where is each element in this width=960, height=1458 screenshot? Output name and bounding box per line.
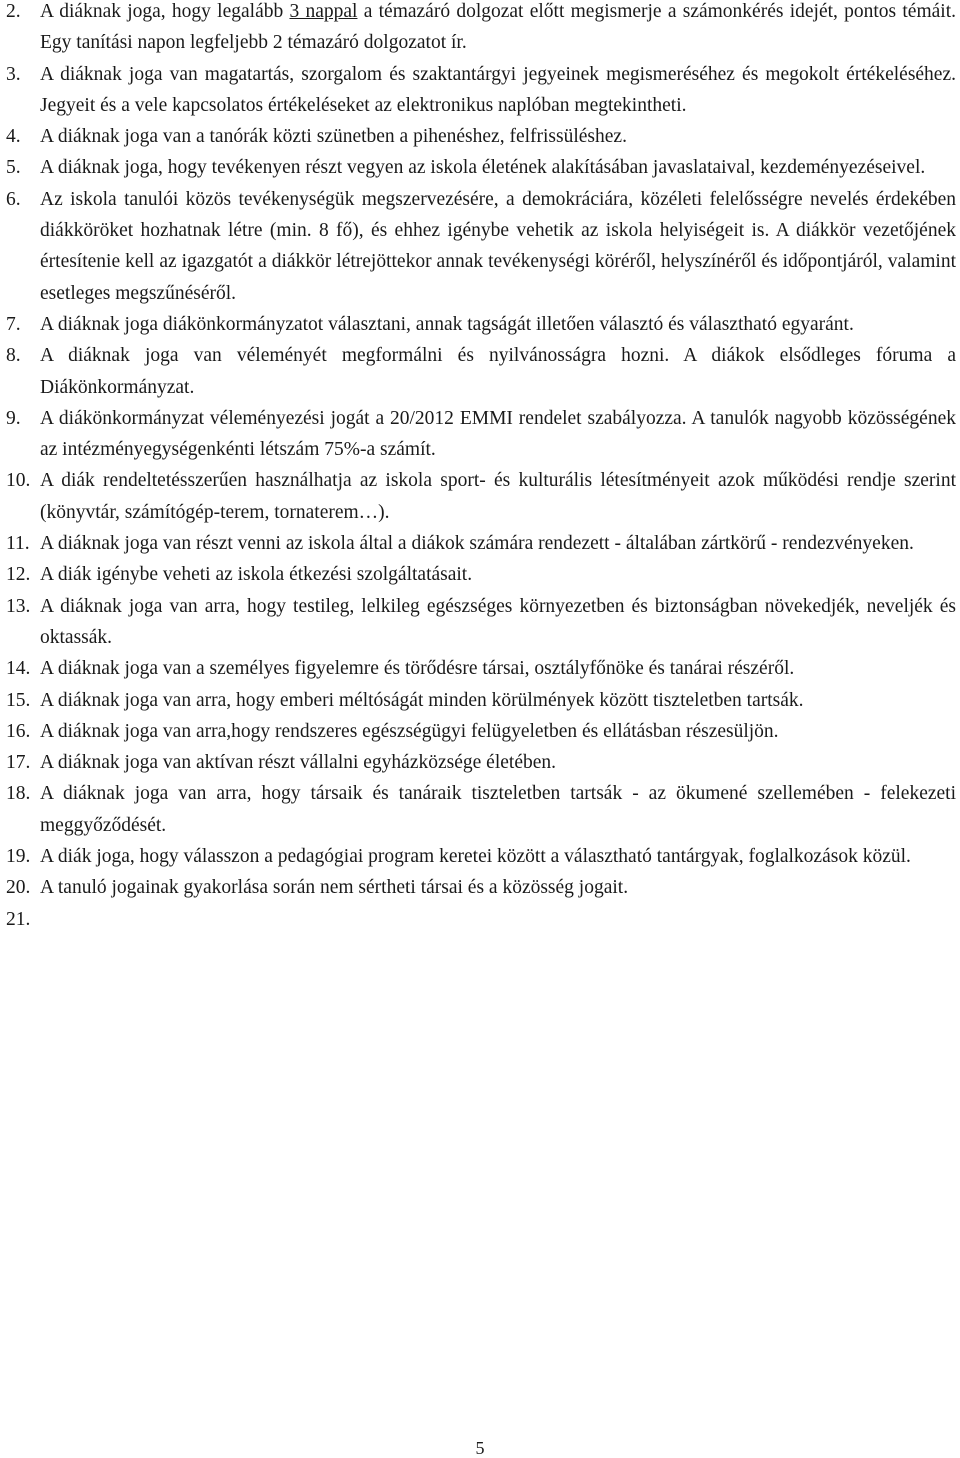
list-item (6, 340, 956, 403)
list-item (6, 653, 956, 684)
item-text: A diáknak joga van arra, hogy testileg, lelkileg egészséges környezetben és biztonságban növekedjék, neveljék és oktassák. (40, 595, 956, 648)
list-item (6, 716, 956, 747)
list-item (6, 121, 956, 152)
item-text: A diáknak joga van arra,hogy rendszeres egészségügyi felügyeletben és ellátásban részesüljön. (40, 720, 779, 742)
item-number: 21. (6, 908, 31, 930)
item-text: A tanuló jogainak gyakorlása során nem sértheti társai és a közösség jogait. (40, 877, 629, 899)
item-number: 18. (6, 783, 31, 805)
list-item (6, 872, 956, 903)
item-text: A diák rendeltetésszerűen használhatja az iskola sport- és kulturális létesítményeit azok működési rendje szerint (könyvtár, számítógép-terem, tornaterem…). (40, 470, 956, 523)
item-number: 7. (6, 313, 21, 335)
list-item (6, 184, 956, 309)
list-item (6, 0, 956, 59)
list-item (6, 465, 956, 528)
item-number: 11. (6, 533, 30, 555)
item-text: A diáknak joga van magatartás, szorgalom és szaktantárgyi jegyeinek megismeréséhez és megokolt értékeléséhez. Jegyeit és a vele kapcsolatos értékeléseket az elektronikus naplóban megtekintheti. (40, 63, 956, 116)
item-number: 16. (6, 720, 31, 742)
item-number: 15. (6, 689, 31, 711)
item-text: A diáknak joga van a tanórák közti szünetben a pihenéshez, felfrissüléshez. (40, 126, 627, 148)
item-number: 6. (6, 188, 21, 210)
item-text (40, 904, 956, 935)
item-number: 2. (6, 1, 21, 22)
item-number: 13. (6, 595, 31, 617)
list-item (6, 591, 956, 654)
page-number: 5 (475, 1438, 485, 1458)
item-number: 4. (6, 126, 21, 148)
item-text: A diáknak joga van arra, hogy társaik és tanáraik tiszteletben tartsák - az ökumené szellemében - felekezeti meggyőződését. (40, 783, 956, 836)
item-text: A diáknak joga, hogy legalább 3 nappal a témazáró dolgozat előtt megismerje a számonkérés idejét, pontos témáit. Egy tanítási napon legfeljebb 2 témazáró dolgozatot ír. (40, 1, 956, 54)
list-item (6, 528, 956, 559)
item-text: A diák igénybe veheti az iskola étkezési szolgáltatásait. (40, 564, 473, 586)
item-text: A diáknak joga diákönkormányzatot választani, annak tagságát illetően választó és választható egyaránt. (40, 313, 854, 335)
item-text: Az iskola tanulói közös tevékenységük megszervezésére, a demokráciára, közéleti felelősségre nevelés érdekében diákköröket hozhatnak létre (min. 8 fő), és ehhez igénybe vehetik az iskola helyiségeit is. A diákkör vezetőjének értesítenie kell az igazgatót a diákkör létrejöttekor annak tevékenységi köréről, helyszínéről és időpontjáról, valamint esetleges megszűnéséről. (40, 188, 956, 304)
item-text: A diáknak joga, hogy tevékenyen részt vegyen az iskola életének alakításában javaslataival, kezdeményezéseivel. (40, 157, 926, 179)
list-item (6, 778, 956, 841)
list-item (6, 559, 956, 590)
list-item (6, 841, 956, 872)
item-number: 3. (6, 63, 21, 85)
item-number: 12. (6, 564, 31, 586)
list-item (6, 152, 956, 183)
item-number: 17. (6, 752, 31, 774)
item-text: A diáknak joga van aktívan részt vállalni egyházközsége életében. (40, 752, 556, 774)
list-item (6, 747, 956, 778)
item-number: 9. (6, 407, 21, 429)
document-body (6, 0, 956, 935)
list-item (6, 403, 956, 466)
item-text: A diáknak joga van véleményét megformálni és nyilvánosságra hozni. A diákok elsődleges fóruma a Diákönkormányzat. (40, 345, 956, 398)
item-text: A diáknak joga van a személyes figyelemre és törődésre társai, osztályfőnöke és tanárai részéről. (40, 658, 795, 680)
item-number: 19. (6, 846, 31, 868)
item-number: 20. (6, 877, 31, 899)
item-text: A diák joga, hogy válasszon a pedagógiai program keretei között a választható tantárgyak, foglalkozások közül. (40, 846, 911, 868)
item-number: 14. (6, 658, 31, 680)
item-number: 10. (6, 470, 31, 492)
item-text: A diáknak joga van arra, hogy emberi méltóságát minden körülmények között tiszteletben tartsák. (40, 689, 804, 711)
list-item (6, 685, 956, 716)
item-number: 5. (6, 157, 21, 179)
item-text: A diákönkormányzat véleményezési jogát a 20/2012 EMMI rendelet szabályozza. A tanulók nagyobb közösségének az intézményegységenkénti létszám 75%-a számít. (40, 407, 956, 461)
item-number: 8. (6, 345, 21, 367)
list-item (6, 904, 956, 935)
underlined-text: 3 nappal (289, 1, 358, 22)
list-item (6, 309, 956, 340)
list-item (6, 59, 956, 122)
item-text: A diáknak joga van részt venni az iskola által a diákok számára rendezett - általában zártkörű - rendezvényeken. (40, 533, 914, 555)
